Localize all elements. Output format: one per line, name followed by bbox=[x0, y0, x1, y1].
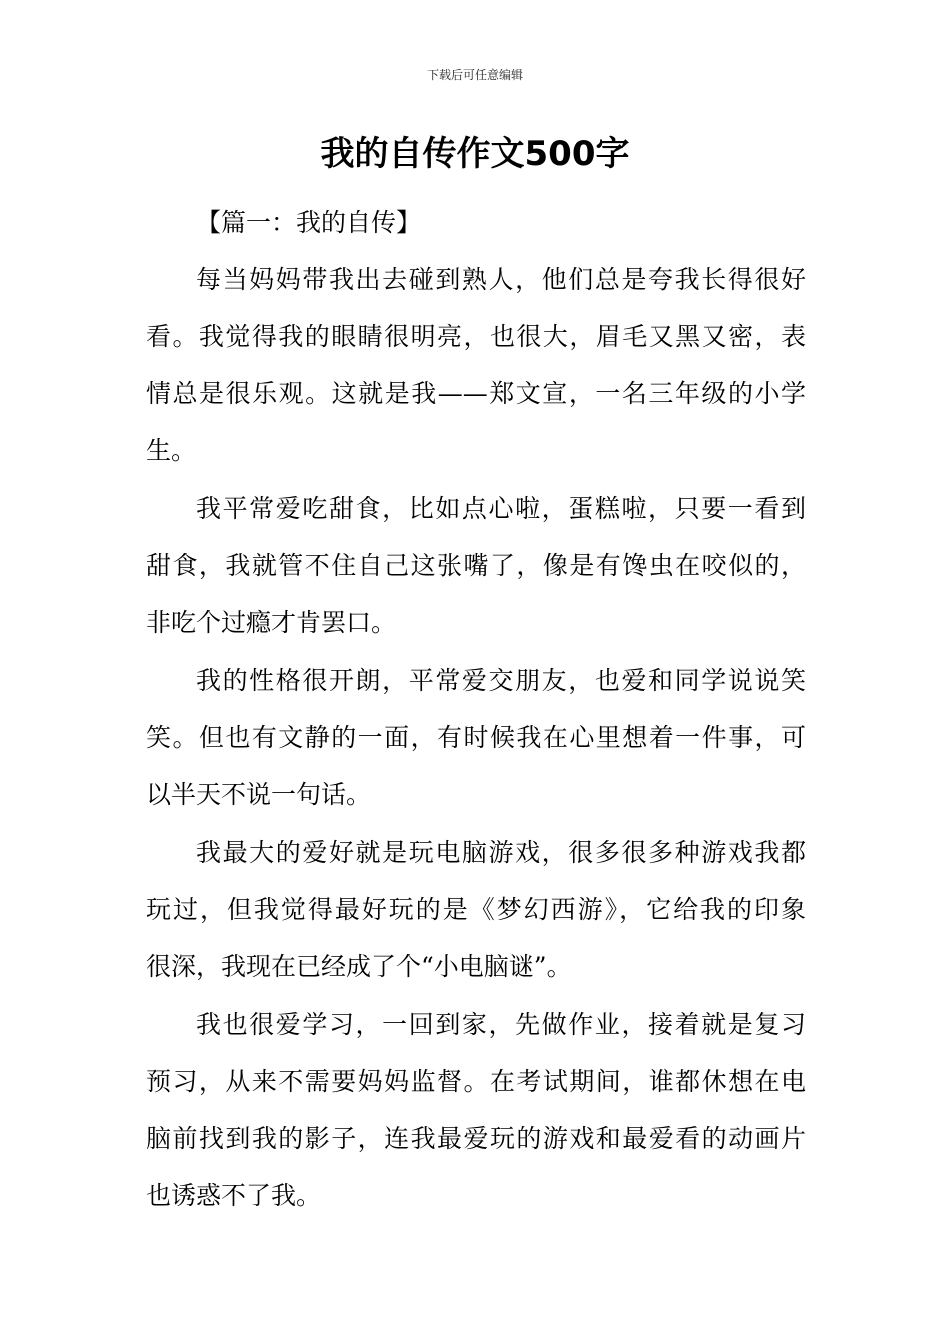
paragraph-4-line-2: 玩过，但我觉得最好玩的是《梦幻西游》，它给我的印象 bbox=[146, 895, 806, 924]
paragraph-5-line-1: 我也很爱学习，一回到家，先做作业，接着就是复习 bbox=[196, 1010, 806, 1039]
paragraph-1-line-2: 看。我觉得我的眼睛很明亮，也很大，眉毛又黑又密，表 bbox=[146, 322, 806, 351]
paragraph-3-line-1: 我的性格很开朗，平常爱交朋友，也爱和同学说说笑 bbox=[196, 666, 806, 695]
paragraph-3-line-2: 笑。但也有文静的一面，有时候我在心里想着一件事，可 bbox=[146, 723, 806, 752]
paragraph-1-line-4: 生。 bbox=[146, 436, 197, 465]
paragraph-5-line-2: 预习，从来不需要妈妈监督。在考试期间，谁都休想在电 bbox=[146, 1067, 806, 1096]
paragraph-2-line-1: 我平常爱吃甜食，比如点心啦，蛋糕啦，只要一看到 bbox=[196, 494, 806, 523]
paragraph-1-line-3: 情总是很乐观。这就是我——郑文宣，一名三年级的小学 bbox=[146, 379, 806, 408]
header-note: 下载后可任意编辑 bbox=[426, 68, 523, 82]
paragraph-4-line-3: 很深，我现在已经成了个“小电脑谜”。 bbox=[146, 952, 572, 981]
paragraph-2-line-3: 非吃个过瘾才肯罢口。 bbox=[146, 608, 397, 637]
document-title: 我的自传作文500字 bbox=[320, 134, 630, 174]
paragraph-3-line-3: 以半天不说一句话。 bbox=[146, 780, 372, 809]
section-heading: 【篇一：我的自传】 bbox=[196, 208, 422, 237]
paragraph-1-line-1: 每当妈妈带我出去碰到熟人，他们总是夸我长得很好 bbox=[196, 265, 806, 294]
paragraph-5-line-3: 脑前找到我的影子，连我最爱玩的游戏和最爱看的动画片 bbox=[146, 1124, 806, 1153]
paragraph-2-line-2: 甜食，我就管不住自己这张嘴了，像是有馋虫在咬似的， bbox=[146, 551, 806, 580]
paragraph-5-line-4: 也诱惑不了我。 bbox=[146, 1181, 322, 1210]
paragraph-4-line-1: 我最大的爱好就是玩电脑游戏，很多很多种游戏我都 bbox=[196, 838, 806, 867]
